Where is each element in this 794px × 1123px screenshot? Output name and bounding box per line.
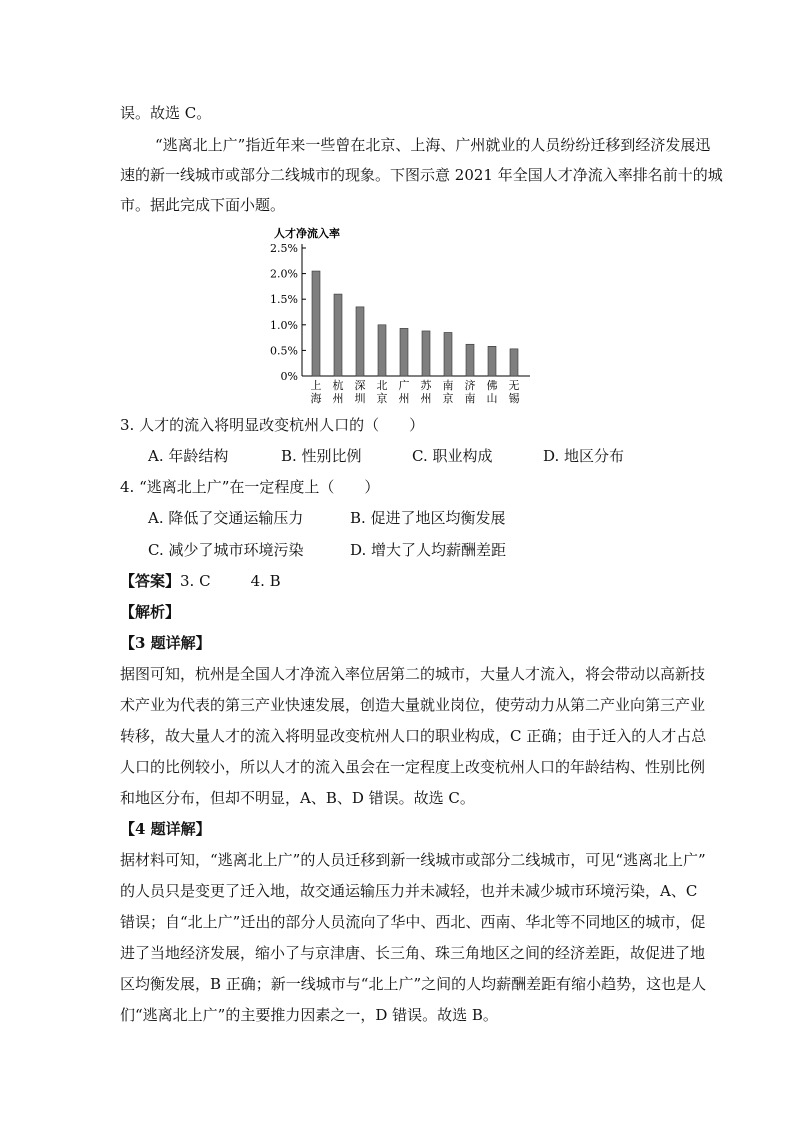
chart-bar [510,349,518,376]
detail-3-line: 转移，故大量人才的流入将明显改变杭州人口的职业构成，C 正确；由于迁入的人才占总 [120,727,707,745]
chart-y-tick-label: 2.5% [270,242,298,255]
question-4-option-b: B. 促进了地区均衡发展 [350,509,506,527]
chart-category-label: 济南 [464,379,476,405]
chart-category-label: 北京 [376,379,388,405]
question-3-stem: 3. 人才的流入将明显改变杭州人口的（ ） [120,416,425,434]
chart-category-label: 苏州 [420,379,432,405]
chart-category-label: 深圳 [354,379,366,405]
question-4-stem: 4. “逃离北上广”在一定程度上（ ） [120,478,380,496]
detail-4-line: 的人员只是变更了迁入地，故交通运输压力并未减轻，也并未减少城市环境污染，A、C [120,882,698,900]
question-3-option-a: A. 年龄结构 [148,447,229,465]
detail-3-line: 和地区分布，但却不明显，A、B、D 错误。故选 C。 [120,789,475,807]
question-4-option-d: D. 增大了人均薪酬差距 [350,541,507,559]
chart-y-tick-label: 0.5% [270,344,298,358]
chart-y-tick-label: 2.0% [270,267,298,281]
answer-3: 3. C [180,572,211,590]
chart-category-label: 南京 [442,379,454,405]
detail-3-label: 【3 题详解】 [120,634,211,652]
chart-category-label: 无锡 [508,379,520,405]
chart-category-label: 杭州 [332,379,344,405]
chart-bar [422,331,430,376]
intro-line-1: “逃离北上广”指近年来一些曾在北京、上海、广州就业的人员纷纷迁移到经济发展迅 [155,136,711,154]
detail-3-line: 人口的比例较小，所以人才的流入虽会在一定程度上改变杭州人口的年龄结构、性别比例 [120,758,706,776]
chart-bar [400,328,408,376]
intro-line-3: 市。据此完成下面小题。 [120,196,286,214]
chart-bar [312,271,320,376]
chart-bar [444,332,452,376]
question-3-option-b: B. 性别比例 [281,447,362,465]
chart-category-label: 广州 [398,379,410,405]
talent-inflow-chart [262,222,542,408]
answer-line [120,571,281,591]
chart-category-label: 上海 [310,379,322,405]
question-3-option-c: C. 职业构成 [412,447,493,465]
chart-bar [488,346,496,376]
detail-4-line: 区均衡发展，B 正确；新一线城市与“北上广”之间的人均薪酬差距有缩小趋势，这也是人 [120,975,707,993]
answer-label: 【答案】 [120,572,181,590]
intro-line-2: 速的新一线城市或部分二线城市的现象。下图示意 2021 年全国人才净流入率排名前十的城 [120,166,723,184]
chart-bar [466,344,474,376]
chart-y-tick-label: 1.0% [270,318,298,332]
detail-3-line: 据图可知，杭州是全国人才净流入率位居第二的城市，大量人才流入，将会带动以高新技 [120,665,706,683]
chart-category-label: 佛山 [486,379,498,405]
chart-bar [356,307,364,376]
question-3-option-d: D. 地区分布 [543,447,625,465]
intro-line-0: 误。故选 C。 [120,104,212,122]
detail-3-line: 术产业为代表的第三产业快速发展，创造大量就业岗位，使劳动力从第二产业向第三产业 [120,696,706,714]
chart-y-tick-label: 0% [280,370,298,383]
chart-y-tick-label: 1.5% [270,293,298,307]
answer-4: 4. B [250,572,281,590]
chart-bar [334,294,342,376]
chart-bar [378,325,386,376]
question-4-option-c: C. 减少了城市环境污染 [148,541,304,559]
detail-4-line: 据材料可知，“逃离北上广”的人员迁移到新一线城市或部分二线城市，可见“逃离北上广” [120,851,706,869]
detail-4-line: 进了当地经济发展，缩小了与京津唐、长三角、珠三角地区之间的经济差距，故促进了地 [120,944,706,962]
detail-4-label: 【4 题详解】 [120,820,211,838]
chart-ylabel: 人才净流入率 [274,227,340,240]
detail-4-line: 错误；自“北上广”迁出的部分人员流向了华中、西北、西南、华北等不同地区的城市，促 [120,913,706,931]
question-4-option-a: A. 降低了交通运输压力 [148,509,304,527]
detail-4-line: 们“逃离北上广”的主要推力因素之一，D 错误。故选 B。 [120,1006,498,1024]
analysis-label: 【解析】 [120,603,181,621]
